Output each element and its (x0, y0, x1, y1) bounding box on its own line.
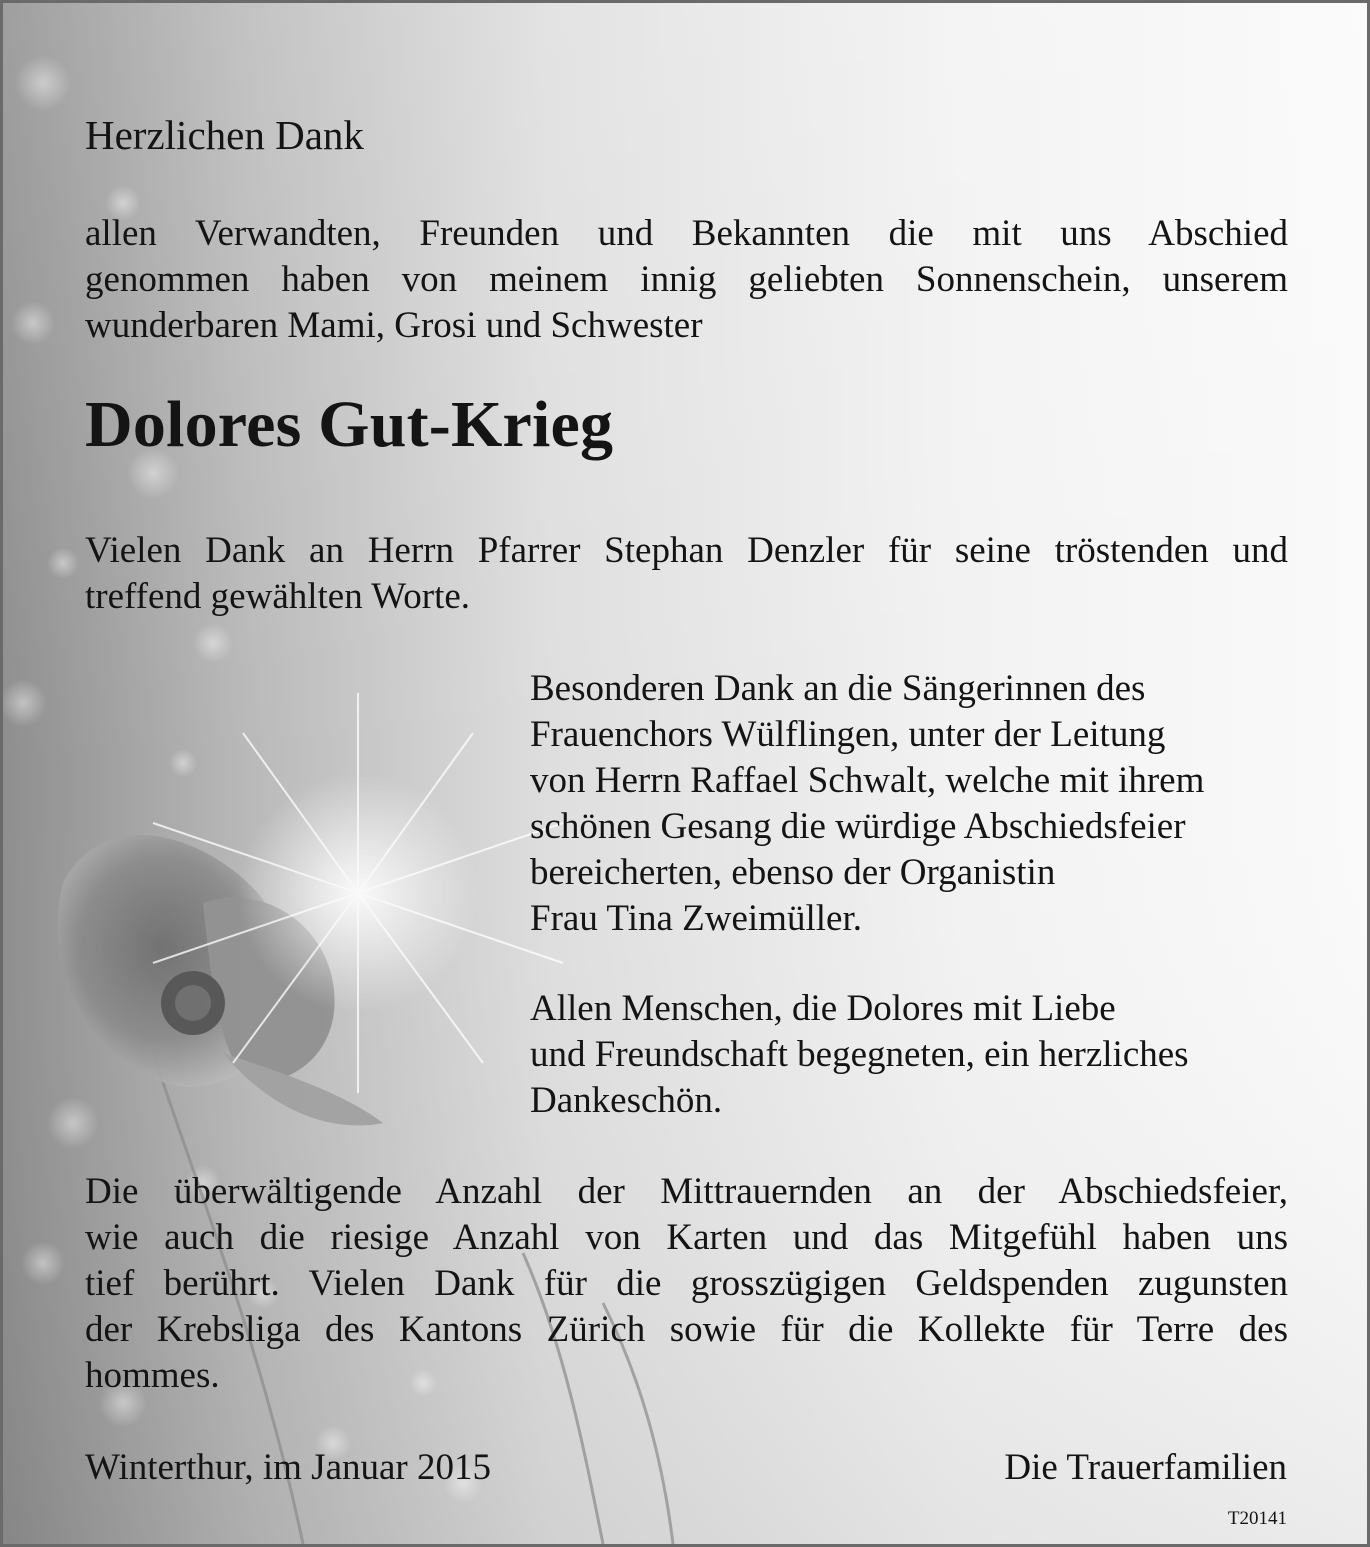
thanks-choir-line-3: von Herrn Raffael Schwalt, welche mit ihrem (530, 760, 1205, 801)
thanks-all-line-1: Allen Menschen, die Dolores mit Liebe (530, 988, 1116, 1029)
thanks-choir-line-1: Besonderen Dank an die Sängerinnen des (530, 668, 1146, 709)
intro-line-2: genommen haben von meinem innig geliebten Sonnenschein, unserem (85, 259, 1288, 300)
thanks-choir-line-4: schönen Gesang die würdige Abschiedsfeier (530, 806, 1186, 847)
thanks-all-line-2: und Freundschaft begegneten, ein herzliches (530, 1034, 1189, 1075)
thanks-choir-line-6: Frau Tina Zweimüller. (530, 898, 862, 939)
thanks-all-paragraph (530, 986, 1290, 1124)
place-date: Winterthur, im Januar 2015 (85, 1447, 491, 1488)
notice-heading: Herzlichen Dank (85, 112, 364, 158)
thanks-pastor-paragraph (85, 528, 1288, 620)
closing-paragraph (85, 1169, 1288, 1399)
signature: Die Trauerfamilien (1004, 1447, 1287, 1488)
closing-line-5: hommes. (85, 1355, 220, 1396)
thanks-choir-paragraph (530, 666, 1290, 942)
closing-line-3: tief berührt. Vielen Dank für die grosszügigen Geldspenden zugunsten (85, 1263, 1288, 1304)
thanks-pastor-line-1: Vielen Dank an Herrn Pfarrer Stephan Denzler für seine tröstenden und (85, 530, 1288, 571)
closing-line-1: Die überwältigende Anzahl der Mittrauernden an der Abschiedsfeier, (85, 1171, 1288, 1212)
closing-line-2: wie auch die riesige Anzahl von Karten und das Mitgefühl haben uns (85, 1217, 1288, 1258)
thanks-all-line-3: Dankeschön. (530, 1080, 723, 1121)
deceased-name: Dolores Gut-Krieg (85, 388, 614, 461)
thanks-pastor-line-2: treffend gewählten Worte. (85, 576, 471, 617)
intro-line-3: wunderbaren Mami, Grosi und Schwester (85, 305, 703, 346)
notice-code: T20141 (1227, 1508, 1287, 1529)
closing-line-4: der Krebsliga des Kantons Zürich sowie für die Kollekte für Terre des (85, 1309, 1288, 1350)
intro-line-1: allen Verwandten, Freunden und Bekannten die mit uns Abschied (85, 213, 1288, 254)
thanks-choir-line-2: Frauenchors Wülflingen, unter der Leitung (530, 714, 1166, 755)
thanks-choir-line-5: bereicherten, ebenso der Organistin (530, 852, 1056, 893)
intro-paragraph (85, 211, 1288, 349)
